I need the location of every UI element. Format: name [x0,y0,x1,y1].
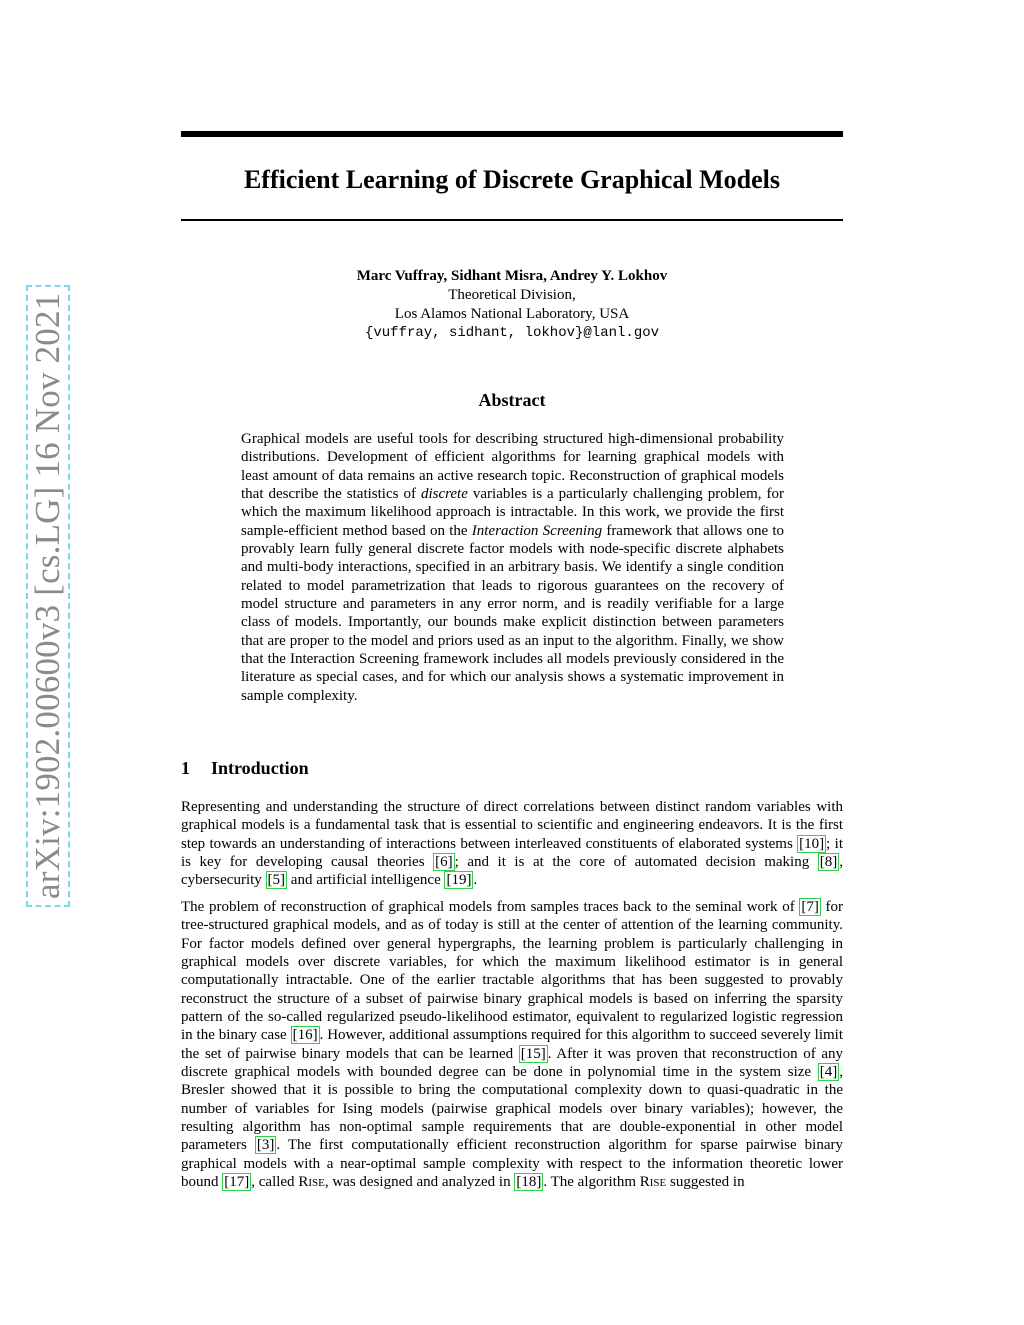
paper-title: Efficient Learning of Discrete Graphical Models [243,165,781,194]
paragraph-text: . After it was proven that reconstruction of any discrete graphical models with bounded degree can be done in polynomial time in the system size [181,1045,843,1081]
abstract-emphasis: Interaction Screening [471,522,603,539]
paragraph-text: . The algorithm [543,1174,640,1191]
author-institution: Los Alamos National Laboratory, USA [394,306,630,322]
abstract-emphasis: discrete [420,486,468,503]
paragraph-text: . However, additional assumptions required for this algorithm to succeed severely limit the set of pairwise binary models that can be learned [181,1027,844,1062]
intro-paragraph-2 [181,898,843,1192]
algorithm-name: Rise [639,1174,667,1191]
citation-link[interactable]: [4] [819,1064,838,1081]
section-heading-introduction [181,757,843,779]
title-bottom-rule [181,219,843,221]
author-email: {vuffray, sidhant, lokhov}@lanl.gov [364,325,660,341]
citation-link[interactable]: [15] [520,1045,546,1062]
paragraph-text: suggested in [666,1174,745,1191]
paragraph-text: , Bresler showed that it is possible to bring the computational complexity down to quasi-quadratic in the number of variables for Ising models (pairwise graphical models over binary variables); however, the resulting algorithm has non-optimal sample requirements that are double-exponential in other model parameters [181,1064,843,1154]
section-number: 1 [181,758,190,778]
paragraph-text: for tree-structured graphical models, and as of today is still at the center of attention of the learning community. For factor models defined over general hypergraphs, the learning problem is particularly challenging in graphical models over discrete variables, for which the maximum likelihood estimator is in general computationally intractable. One of the earlier tractable algorithms that has been suggested to provably reconstruct the structure of a subset of pairwise binary graphical models is based on inferring the sparsity pattern of the so-called regularized pseudo-likelihood estimator, equivalent to regularized logistic regression in the binary case [181,899,843,1044]
citation-link[interactable]: [18] [516,1174,542,1191]
paragraph-text: , called [251,1174,299,1191]
citation-link[interactable]: [16] [292,1027,318,1044]
citation-link[interactable]: [10] [799,835,825,852]
paragraph-text: , cybersecurity [181,854,844,889]
paragraph-text: , was designed and analyzed in [324,1174,515,1191]
author-division: Theoretical Division, [448,287,576,303]
abstract-text: variables is a particularly challenging problem, for which the maximum likelihood approach is intractable. In this work, we provide the first sample-efficient method based on the [241,486,785,539]
author-names: Marc Vuffray, Sidhant Misra, Andrey Y. Lokhov [356,268,668,284]
citation-link[interactable]: [5] [267,872,286,889]
paragraph-text: ; and it is at the core of automated decision making [454,854,818,871]
title-top-rule [181,131,843,137]
paragraph-text: . [473,872,478,889]
paragraph-text: Representing and understanding the structure of direct correlations between distinct random variables with graphical models is a fundamental task that is essential to scientific and engineering endeavors. It is the first step towards an understanding of interactions between interleaved constituents of elaborated systems [181,799,843,852]
citation-link[interactable]: [3] [256,1137,275,1154]
abstract-body [241,430,784,705]
abstract-text: framework that allows one to provably learn fully general discrete factor models with node-specific discrete alphabets and multi-body interactions, specified in an arbitrary basis. We identify a single condition related to model parametrization that leads to rigorous guarantees on the recovery of model structure and parameters in any error norm, and is readily verifiable for a large class of models. Importantly, our bounds make explicit distinction between parameters that are proper to the model and priors used as an input to the algorithm. Finally, we show that the Interaction Screening framework includes all models previously considered in the literature as special cases, and for which our analysis shows a systematic improvement in sample complexity. [241,522,785,704]
section-title: Introduction [211,758,309,778]
algorithm-name: Rise [298,1174,325,1191]
citation-link[interactable]: [6] [435,854,453,871]
arxiv-identifier[interactable]: arXiv:1902.00600v3 [cs.LG] 16 Nov 2021 [26,285,70,907]
abstract-heading: Abstract [478,390,546,410]
intro-paragraph-1 [181,798,843,890]
paragraph-text: The problem of reconstruction of graphical models from samples traces back to the seminal work of [181,899,800,915]
abstract-text: Graphical models are useful tools for describing structured high-dimensional probability distributions. Development of efficient algorithms for learning graphical models with least amount of data remains an active research topic. Reconstruction of graphical models that describe the statistics of [241,431,784,503]
citation-link[interactable]: [7] [801,899,819,915]
author-block [181,267,843,343]
citation-link[interactable]: [8] [819,854,838,871]
citation-link[interactable]: [19] [446,872,472,889]
citation-link[interactable]: [17] [224,1174,250,1191]
paragraph-text: and artificial intelligence [287,872,445,889]
paragraph-text: ; it is key for developing causal theories [181,835,843,871]
paragraph-text: . The first computationally efficient reconstruction algorithm for sparse pairwise binary graphical models with a near-optimal sample complexity with respect to the information theoretic lower bound [181,1137,843,1191]
